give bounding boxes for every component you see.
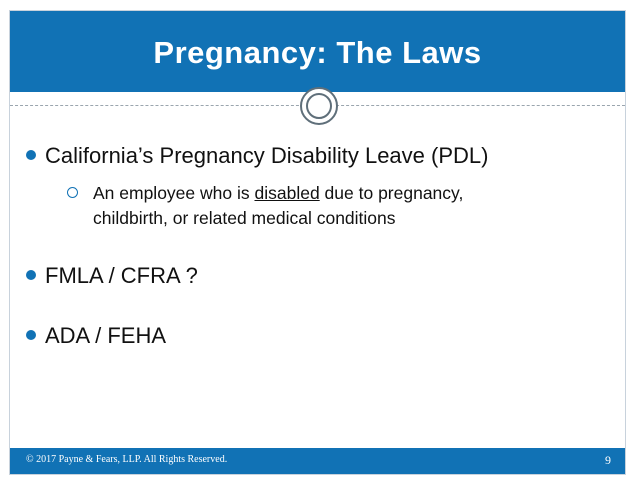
sub-bullet-item	[67, 181, 463, 231]
filled-circle-bullet-icon	[26, 270, 36, 280]
bullet-text: ADA / FEHA	[45, 323, 167, 348]
filled-circle-bullet-icon	[26, 150, 36, 160]
bullet-item	[26, 263, 198, 289]
hollow-circle-bullet-icon	[67, 187, 78, 198]
sub-text-part: An employee who is	[93, 183, 255, 203]
bullet-text: FMLA / CFRA ?	[45, 263, 198, 288]
copyright-text: © 2017 Payne & Fears, LLP. All Rights Reserved.	[26, 454, 228, 465]
inner-ring	[306, 93, 332, 119]
bullet-item	[26, 323, 166, 349]
double-ring-icon	[300, 87, 338, 125]
sub-bullet-text	[93, 181, 463, 231]
footer-bar	[10, 448, 625, 474]
bullet-item	[26, 143, 488, 169]
filled-circle-bullet-icon	[26, 330, 36, 340]
sub-text-line2: childbirth, or related medical conditions	[93, 208, 396, 228]
bullet-text: California’s Pregnancy Disability Leave (PDL)	[45, 143, 489, 168]
slide	[9, 10, 626, 475]
slide-title: Pregnancy: The Laws	[153, 35, 482, 70]
sub-text-part: due to pregnancy,	[319, 183, 464, 203]
page-number: 9	[605, 453, 611, 467]
underlined-word: disabled	[254, 183, 320, 203]
title-bar	[10, 11, 625, 92]
